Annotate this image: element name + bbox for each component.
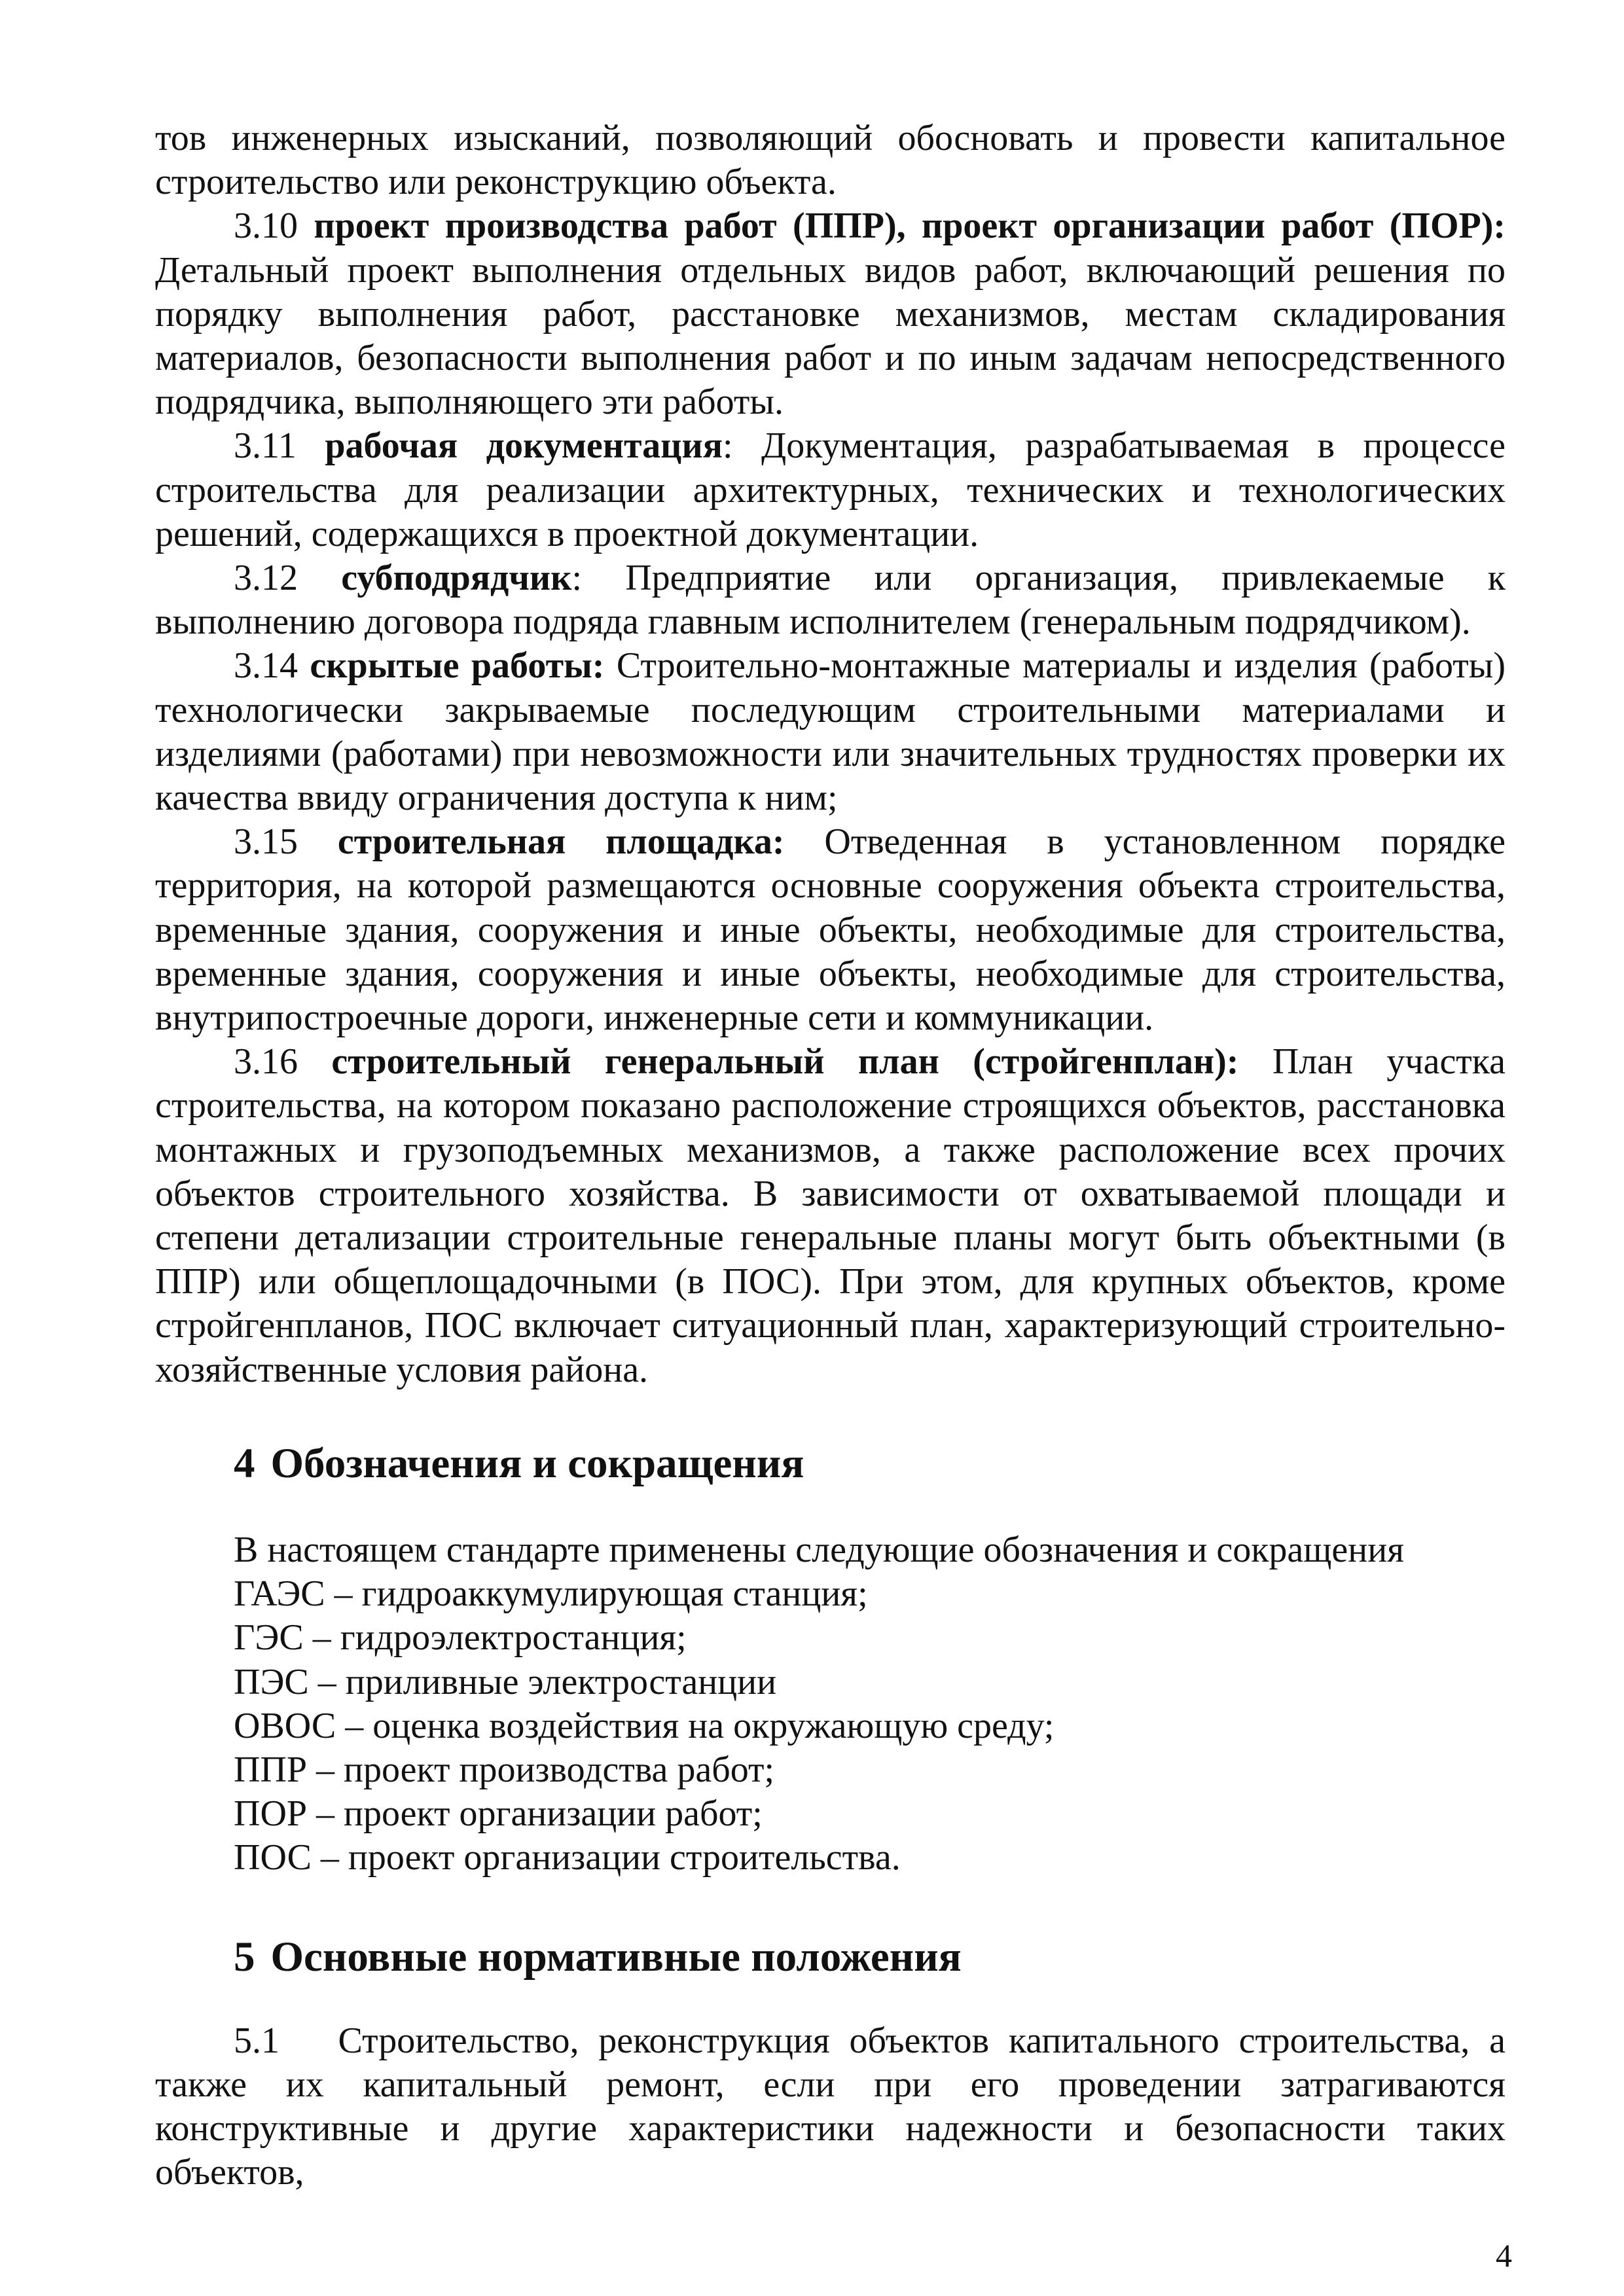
page-number: 4 (1496, 2237, 1512, 2274)
definition-text: Отведенная в установленном порядке территория, на которой размещаются основные сооружения объекта строительства, временные здания, сооружения и иные объекты, необходимые для строительства, временные здания, сооружения и иные объекты, необходимые для строительства, внутрипостроечные дороги, инженерные сети и коммуникации. (155, 821, 1506, 1039)
definition-term: субподрядчик (341, 558, 572, 599)
definition-3-15 (155, 820, 1506, 1040)
definition-number: 3.14 (234, 645, 298, 687)
abbreviation-item: ПОС – проект организации строительства. (234, 1837, 901, 1878)
definition-number: 3.10 (234, 206, 298, 247)
abbreviation-item: ПЭС – приливные электростанции (234, 1661, 777, 1702)
section-title: Основные нормативные положения (270, 1933, 962, 1981)
definition-text: : Предприятие или организация, привлекаемые к выполнению договора подряда главным исполнителем (генеральным подрядчиком). (155, 558, 1506, 643)
definition-text: Детальный проект выполнения отдельных видов работ, включающий решения по порядку выполнения работ, расстановке механизмов, местам складирования материалов, безопасности выполнения работ и по иным задачам непосредственного подрядчика, выполняющего эти работы. (155, 249, 1506, 423)
definition-number: 3.12 (234, 558, 298, 599)
definition-3-16 (155, 1040, 1506, 1392)
paragraph-5-1 (155, 2019, 1506, 2195)
definition-text: Строительно-монтажные материалы и изделия (работы) технологически закрываемые последующим строительными материалами и изделиями (работами) при невозможности или значительных трудностях проверки их качества ввиду ограничения доступа к ним; (155, 645, 1506, 819)
definition-3-14 (155, 644, 1506, 820)
abbreviation-item: ГАЭС – гидроаккумулирующая станция; (234, 1573, 868, 1615)
definition-term: строительный генеральный план (стройгенплан): (331, 1041, 1239, 1083)
definition-term: рабочая документация (325, 425, 723, 467)
definition-3-11 (155, 424, 1506, 556)
paragraph-text: Строительство, реконструкция объектов капитального строительства, а также их капитальный ремонт, если при его проведении затрагиваются конструктивные и другие характеристики надежности и безопасности таких объектов, (155, 2020, 1506, 2193)
section-5-heading (155, 1931, 1506, 1982)
abbreviation-item: ГЭС – гидроэлектростанция; (234, 1617, 687, 1659)
definition-number: 3.11 (234, 425, 297, 467)
page-content (155, 117, 1506, 2195)
section-title: Обозначения и сокращения (270, 1439, 804, 1487)
definition-number: 3.16 (234, 1041, 298, 1083)
section-number: 5 (234, 1933, 255, 1981)
section-4-heading (155, 1438, 1506, 1489)
abbreviation-item: ПОР – проект организации работ; (234, 1793, 763, 1835)
section-number: 4 (234, 1439, 255, 1487)
abbreviation-item: ППР – проект производства работ; (234, 1749, 774, 1790)
definition-term: скрытые работы: (310, 645, 605, 687)
continuation-paragraph: тов инженерных изысканий, позволяющий обосновать и провести капитальное строительство или реконструкцию объекта. (155, 118, 1506, 203)
definition-text: План участка строительства, на котором показано расположение строящихся объектов, расстановка монтажных и грузоподъемных механизмов, а также расположение всех прочих объектов строительного хозяйства. В зависимости от охватываемой площади и степени детализации строительные генеральные планы могут быть объектными (в ППР) или общеплощадочными (в ПОС). При этом, для крупных объектов, кроме стройгенпланов, ПОС включает ситуационный план, характеризующий строительно-хозяйственные условия района. (155, 1041, 1506, 1390)
definition-text: : Документация, разрабатываемая в процессе строительства для реализации архитектурных, технических и технологических решений, содержащихся в проектной документации. (155, 425, 1506, 554)
abbreviation-item: ОВОС – оценка воздействия на окружающую среду; (234, 1705, 1055, 1746)
definition-3-10 (155, 204, 1506, 424)
paragraph-number: 5.1 (234, 2020, 280, 2061)
definition-number: 3.15 (234, 821, 298, 863)
definition-3-12 (155, 556, 1506, 644)
abbreviations-list (155, 1572, 1506, 1880)
definition-term: строительная площадка: (337, 821, 785, 863)
definition-term: проект производства работ (ППР), проект организации работ (ПОР): (314, 206, 1506, 247)
abbreviations-intro: В настоящем стандарте применены следующие обозначения и сокращения (234, 1529, 1404, 1570)
